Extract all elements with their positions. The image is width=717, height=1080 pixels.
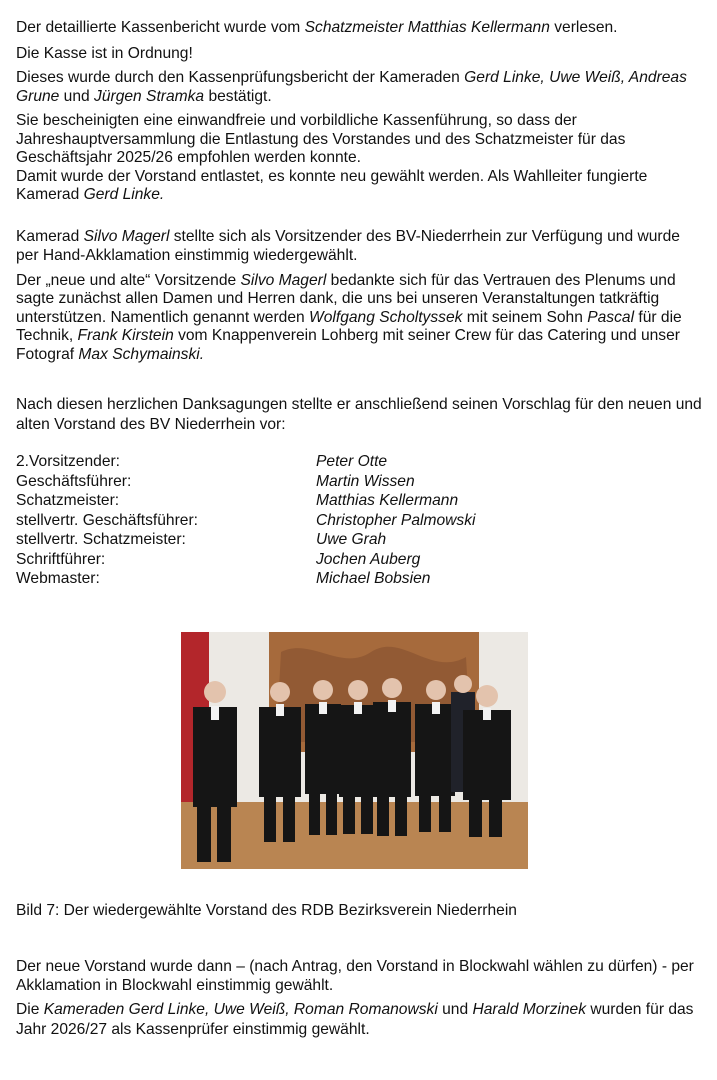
person-name: Martin Wissen xyxy=(316,472,415,490)
person-name: Silvo Magerl xyxy=(83,227,170,245)
paragraph-kasse-ok: Die Kasse ist in Ordnung! xyxy=(16,44,193,62)
paragraph-kassenbericht xyxy=(16,18,706,38)
paragraph-entlastung xyxy=(16,112,706,205)
text: Damit wurde der Vorstand entlastet, es konnte neu gewählt werden. Als Wahlleiter fungierte Kamerad xyxy=(16,167,648,203)
board-role: Geschäftsführer: xyxy=(16,472,132,490)
board-member-name xyxy=(316,550,475,570)
text: für die Technik, xyxy=(16,308,682,344)
person-name: Pascal xyxy=(587,308,635,326)
paragraph-danksagung xyxy=(16,272,706,365)
person-name: Wolfgang Scholtyssek xyxy=(309,308,463,326)
text: vom Knappenverein Lohberg mit seiner Crew für das Catering und unser Fotograf xyxy=(16,327,680,363)
photo-caption: Bild 7: Der wiedergewählte Vorstand des RDB Bezirksverein Niederrhein xyxy=(16,902,517,919)
board-member-name xyxy=(316,452,475,472)
board-role: 2.Vorsitzender: xyxy=(16,453,121,470)
document-tail xyxy=(16,958,706,1039)
paragraph-kassenpruefer xyxy=(16,1000,706,1039)
board-members-table xyxy=(16,452,475,589)
person-name: Max Schymainski. xyxy=(78,345,205,363)
person-name: Michael Bobsien xyxy=(316,570,431,587)
board-member-row xyxy=(16,530,475,550)
text: Der „neue und alte“ Vorsitzende xyxy=(16,271,241,289)
paragraph-pruefungsbericht xyxy=(16,69,706,106)
board-role: Schatzmeister: xyxy=(16,492,120,509)
person-name: Uwe Grah xyxy=(316,531,387,548)
text: wurden für das Jahr 2026/27 als Kassenprüfer einstimmig gewählt. xyxy=(16,1001,694,1038)
text: Der detaillierte Kassenbericht wurde vom xyxy=(16,19,305,36)
board-member-row xyxy=(16,491,475,511)
person-name: Frank Kirstein xyxy=(77,327,174,344)
person-name: Jürgen Stramka xyxy=(94,87,205,105)
text: und xyxy=(437,1001,473,1018)
text: bedankte sich für das Vertrauen des Plenums und sagte zunächst allen Damen und Herren dank, die uns bei unseren Veranstaltungen tatkräftig unterstützen. Namentlich genannt werden xyxy=(16,271,676,326)
paragraph-vorschlag: Nach diesen herzlichen Danksagungen stellte er anschließend seinen Vorschlag für den neuen und alten Vorstand des BV Niederrhein vor: xyxy=(16,396,702,433)
person-name: Schatzmeister Matthias Kellermann xyxy=(304,19,550,36)
document-body xyxy=(16,18,706,589)
board-member-name xyxy=(316,511,475,531)
person-name: Jochen Auberg xyxy=(316,550,421,568)
board-member-name xyxy=(316,530,475,550)
text: Dieses wurde durch den Kassenprüfungsbericht der Kameraden xyxy=(16,69,465,86)
board-member-row xyxy=(16,511,475,531)
board-role: stellvertr. Geschäftsführer: xyxy=(16,511,198,529)
board-member-name xyxy=(316,569,475,589)
board-member-row xyxy=(16,452,475,472)
text: Die xyxy=(16,1001,44,1018)
person-name: Christopher Palmowski xyxy=(316,511,476,529)
board-member-name xyxy=(316,472,475,492)
board-member-row xyxy=(16,550,475,570)
person-names: Gerd Linke, Uwe Weiß, Andreas Grune xyxy=(16,69,687,105)
text: verlesen. xyxy=(549,19,618,36)
board-member-row xyxy=(16,472,475,492)
person-name: Harald Morzinek xyxy=(472,1001,586,1018)
board-member-row xyxy=(16,569,475,589)
text: Sie bescheinigten eine einwandfreie und vorbildliche Kassenführung, so dass der Jahreshauptversammlung die Entlastung des Vorstandes und des Schatzmeister für das Geschäftsjahr 2025/26 empfohlen werden konnte. xyxy=(16,112,626,166)
person-name: Matthias Kellermann xyxy=(316,492,459,509)
person-name: Peter Otte xyxy=(316,453,388,470)
board-role: Webmaster: xyxy=(16,570,100,587)
text: und xyxy=(59,87,95,105)
group-photo xyxy=(181,632,528,869)
text: mit seinem Sohn xyxy=(462,308,588,326)
text: stellte sich als Vorsitzender des BV-Niederrhein zur Verfügung und wurde per Hand-Akklamation einstimmig wiedergewählt. xyxy=(16,227,680,264)
paragraph-vorsitzender-wahl xyxy=(16,227,706,266)
board-role: stellvertr. Schatzmeister: xyxy=(16,531,186,548)
text: bestätigt. xyxy=(204,87,272,105)
text: Kamerad xyxy=(16,227,84,245)
board-role: Schriftführer: xyxy=(16,550,106,568)
person-name: Gerd Linke. xyxy=(83,186,165,203)
person-name: Silvo Magerl xyxy=(240,271,327,289)
person-names: Kameraden Gerd Linke, Uwe Weiß, Roman Romanowski xyxy=(43,1001,438,1018)
paragraph-blockwahl: Der neue Vorstand wurde dann – (nach Antrag, den Vorstand in Blockwahl wählen zu dürfen) - per Akklamation in Blockwahl einstimmig gewählt. xyxy=(16,958,694,994)
board-member-name xyxy=(316,491,475,511)
